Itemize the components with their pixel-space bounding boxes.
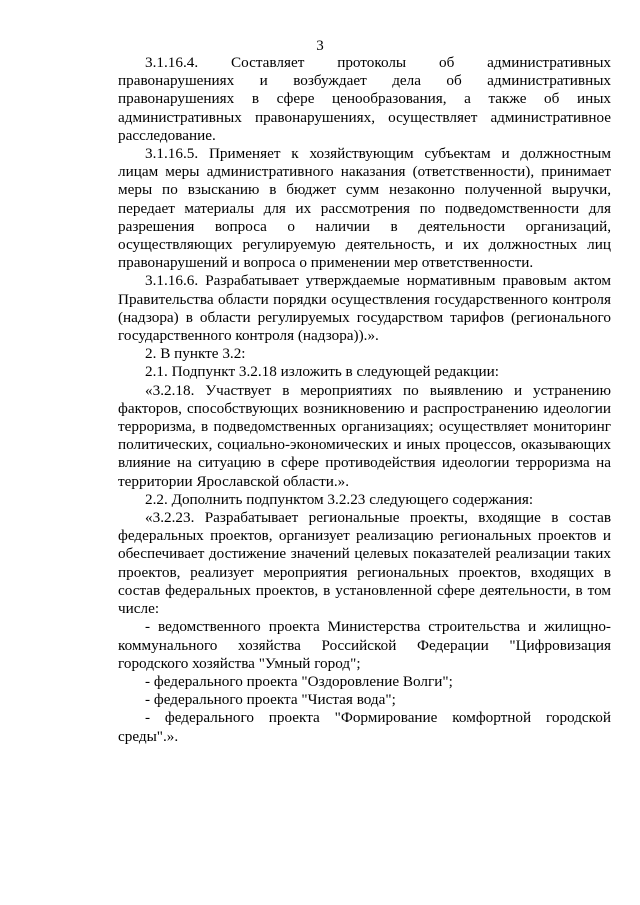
- paragraph-3-2-23: «3.2.23. Разрабатывает региональные проекты, входящие в состав федеральных проектов, организует реализацию региональных проектов и обеспечивает достижение значений целевых показателей реализации таких проектов, реализует мероприятия региональных проектов, входящих в состав федеральных проектов, в установленной сфере деятельности, в том числе:: [118, 509, 611, 618]
- paragraph-item-2: 2. В пункте 3.2:: [145, 345, 246, 363]
- paragraph-3-1-16-4: 3.1.16.4. Составляет протоколы об административных правонарушениях и возбуждает дела об административных правонарушениях в сфере ценообразования, а также об иных административных правонарушениях, осуществляет административное расследование.: [118, 54, 611, 144]
- paragraph-item-2-2: 2.2. Дополнить подпунктом 3.2.23 следующего содержания:: [145, 490, 534, 508]
- list-item-urban-environment: - федерального проекта "Формирование комфортной городской среды".».: [118, 709, 611, 745]
- list-item-clean-water: - федерального проекта "Чистая вода";: [145, 691, 396, 709]
- paragraph-item-2-1: 2.1. Подпункт 3.2.18 изложить в следующей редакции:: [145, 363, 499, 381]
- paragraph-3-1-16-6: 3.1.16.6. Разрабатывает утверждаемые нормативным правовым актом Правительства области порядки осуществления государственного контроля (надзора) в области регулируемых государством тарифов (регионального государственного контроля (надзора)).».: [118, 272, 611, 345]
- paragraph-3-2-18: «3.2.18. Участвует в мероприятиях по выявлению и устранению факторов, способствующих возникновению и распространению идеологии терроризма, в подведомственных организациях; осуществляет мониторинг политических, социально-экономических и иных процессов, оказывающих влияние на ситуацию в сфере противодействия идеологии терроризма на территории Ярославской области.».: [118, 381, 611, 490]
- page-number: 3: [316, 38, 324, 54]
- list-item-smart-city: - ведомственного проекта Министерства строительства и жилищно-коммунального хозяйства Российской Федерации "Цифровизация городского хозяйства "Умный город";: [118, 618, 611, 672]
- list-item-volga: - федерального проекта "Оздоровление Волги";: [145, 672, 453, 690]
- document-body: [118, 54, 611, 746]
- paragraph-3-1-16-5: 3.1.16.5. Применяет к хозяйствующим субъектам и должностным лицам меры административного наказания (ответственности), принимает меры по взысканию в бюджет сумм незаконно полученной выручки, передает материалы для их рассмотрения по подведомственности для разрешения вопроса о наличии в деятельности организаций, осуществляющих регулируемую деятельность, и их должностных лиц правонарушений и вопроса о применении мер ответственности.: [118, 145, 611, 272]
